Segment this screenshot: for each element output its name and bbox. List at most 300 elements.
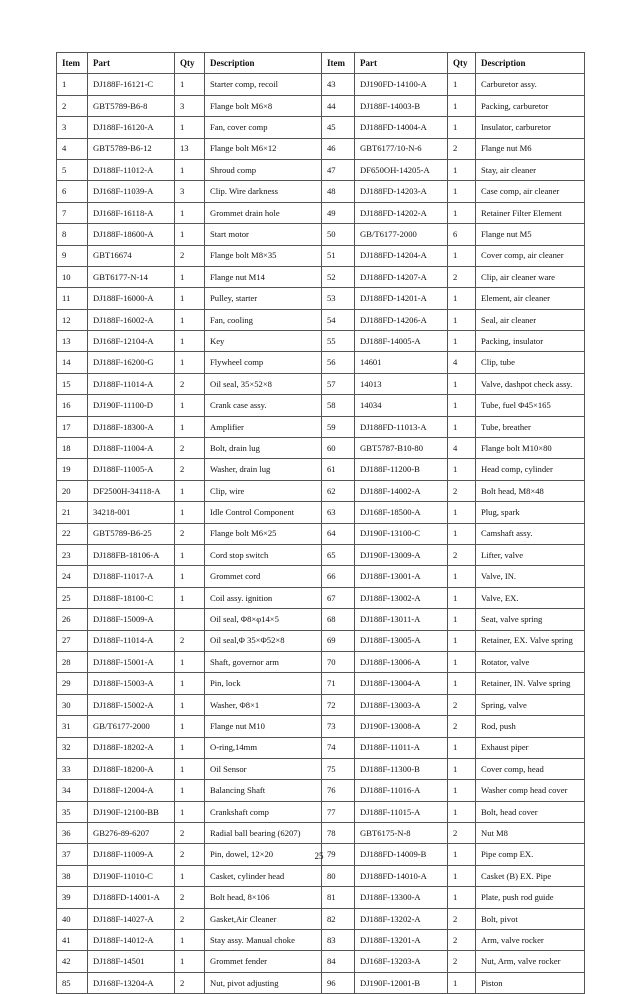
cell-description-right: Head comp, cylinder	[476, 459, 585, 480]
cell-qty-right: 2	[448, 716, 476, 737]
cell-qty-right: 1	[448, 587, 476, 608]
cell-description: Flange nut M14	[205, 266, 322, 287]
table-row	[57, 651, 585, 672]
cell-description-right: Valve, dashpot check assy.	[476, 373, 585, 394]
cell-qty-right: 1	[448, 972, 476, 993]
cell-qty-right: 1	[448, 737, 476, 758]
cell-description: Clip, wire	[205, 480, 322, 501]
table-row	[57, 224, 585, 245]
cell-item: 85	[57, 972, 88, 993]
cell-qty-right: 1	[448, 887, 476, 908]
cell-description: Oil Sensor	[205, 758, 322, 779]
table-row	[57, 138, 585, 159]
cell-part-right: DJ188F-13011-A	[355, 609, 448, 630]
cell-part-right: DJ188FD-14009-B	[355, 844, 448, 865]
page-number: 25	[314, 851, 324, 861]
cell-description: Grommet drain hole	[205, 202, 322, 223]
cell-part-right: DJ168F-13203-A	[355, 951, 448, 972]
cell-description-right: Insulator, carburetor	[476, 117, 585, 138]
cell-part-right: DJ168F-18500-A	[355, 502, 448, 523]
cell-qty: 2	[175, 438, 205, 459]
header-item: Item	[57, 53, 88, 74]
cell-qty-right: 1	[448, 566, 476, 587]
cell-part: DJ188F-14027-A	[88, 908, 175, 929]
cell-qty: 1	[175, 331, 205, 352]
cell-item: 40	[57, 908, 88, 929]
cell-qty: 2	[175, 373, 205, 394]
cell-description: Flange nut M10	[205, 716, 322, 737]
cell-description: Radial ball bearing (6207)	[205, 823, 322, 844]
cell-part-right: DJ188F-11015-A	[355, 801, 448, 822]
cell-qty: 13	[175, 138, 205, 159]
cell-part-right: DJ188F-13003-A	[355, 694, 448, 715]
cell-qty-right: 1	[448, 844, 476, 865]
cell-description-right: Carburetor assy.	[476, 74, 585, 95]
cell-part: DJ188F-16200-G	[88, 352, 175, 373]
cell-description: Oil seal,Φ 35×Φ52×8	[205, 630, 322, 651]
cell-item-right: 78	[322, 823, 355, 844]
cell-qty-right: 1	[448, 523, 476, 544]
cell-part-right: 14034	[355, 395, 448, 416]
cell-description-right: Tube, breather	[476, 416, 585, 437]
cell-item: 16	[57, 395, 88, 416]
cell-part-right: DJ188F-11016-A	[355, 780, 448, 801]
cell-qty: 2	[175, 972, 205, 993]
cell-part-right: 14013	[355, 373, 448, 394]
cell-qty-right: 4	[448, 352, 476, 373]
header-qty-right: Qty	[448, 53, 476, 74]
cell-qty-right: 2	[448, 266, 476, 287]
cell-description: Flange bolt M6×12	[205, 138, 322, 159]
cell-description: Grommet fender	[205, 951, 322, 972]
table-row	[57, 459, 585, 480]
table-row	[57, 587, 585, 608]
cell-item: 26	[57, 609, 88, 630]
cell-description-right: Retainer, EX. Valve spring	[476, 630, 585, 651]
cell-item-right: 54	[322, 309, 355, 330]
cell-part: DJ188F-18600-A	[88, 224, 175, 245]
table-row	[57, 737, 585, 758]
cell-description: Washer, Φ8×1	[205, 694, 322, 715]
cell-item: 15	[57, 373, 88, 394]
cell-qty: 2	[175, 844, 205, 865]
cell-item-right: 68	[322, 609, 355, 630]
cell-qty: 1	[175, 651, 205, 672]
cell-item-right: 83	[322, 930, 355, 951]
cell-qty: 2	[175, 459, 205, 480]
cell-qty: 1	[175, 566, 205, 587]
cell-item-right: 72	[322, 694, 355, 715]
cell-part-right: DJ188FD-14203-A	[355, 181, 448, 202]
cell-part-right: DJ188F-14005-A	[355, 331, 448, 352]
table-row	[57, 609, 585, 630]
cell-part: DJ190F-11100-D	[88, 395, 175, 416]
cell-part-right: DJ190FD-14100-A	[355, 74, 448, 95]
cell-qty: 1	[175, 202, 205, 223]
cell-description-right: Pipe comp EX.	[476, 844, 585, 865]
cell-description-right: Retainer Filter Element	[476, 202, 585, 223]
cell-qty-right: 1	[448, 159, 476, 180]
cell-item-right: 57	[322, 373, 355, 394]
cell-description: Pin, dowel, 12×20	[205, 844, 322, 865]
cell-description: Bolt head, 8×106	[205, 887, 322, 908]
cell-description: Oil seal, Φ8×φ14×5	[205, 609, 322, 630]
cell-item-right: 79	[322, 844, 355, 865]
cell-qty-right: 1	[448, 416, 476, 437]
cell-description-right: Tube, fuel Φ45×165	[476, 395, 585, 416]
cell-part: DJ188F-16121-C	[88, 74, 175, 95]
table-row	[57, 480, 585, 501]
table-row	[57, 887, 585, 908]
cell-qty: 1	[175, 780, 205, 801]
cell-qty-right: 2	[448, 694, 476, 715]
cell-description: Idle Control Component	[205, 502, 322, 523]
cell-qty-right: 1	[448, 395, 476, 416]
cell-part: DJ188F-15002-A	[88, 694, 175, 715]
cell-description: Balancing Shaft	[205, 780, 322, 801]
cell-part: GBT5789-B6-12	[88, 138, 175, 159]
cell-description: Start motor	[205, 224, 322, 245]
cell-item-right: 77	[322, 801, 355, 822]
table-row	[57, 117, 585, 138]
table-row	[57, 352, 585, 373]
cell-part-right: GBT6177/10-N-6	[355, 138, 448, 159]
table-row	[57, 95, 585, 116]
cell-part: DJ188F-11004-A	[88, 438, 175, 459]
cell-description-right: Clip, air cleaner ware	[476, 266, 585, 287]
cell-item-right: 55	[322, 331, 355, 352]
table-row	[57, 74, 585, 95]
cell-item: 33	[57, 758, 88, 779]
cell-qty-right: 1	[448, 651, 476, 672]
table-row	[57, 823, 585, 844]
cell-item-right: 44	[322, 95, 355, 116]
cell-description-right: Stay, air cleaner	[476, 159, 585, 180]
cell-item: 8	[57, 224, 88, 245]
cell-item: 24	[57, 566, 88, 587]
cell-description-right: Valve, EX.	[476, 587, 585, 608]
cell-qty-right: 1	[448, 630, 476, 651]
cell-qty-right: 1	[448, 117, 476, 138]
cell-part: DJ190F-11010-C	[88, 865, 175, 886]
cell-description: Casket, cylinder head	[205, 865, 322, 886]
cell-item-right: 71	[322, 673, 355, 694]
cell-item-right: 74	[322, 737, 355, 758]
cell-qty: 1	[175, 673, 205, 694]
cell-description: Pulley, starter	[205, 288, 322, 309]
table-row	[57, 694, 585, 715]
cell-description-right: Rotator, valve	[476, 651, 585, 672]
cell-item-right: 63	[322, 502, 355, 523]
cell-item: 22	[57, 523, 88, 544]
table-row	[57, 930, 585, 951]
cell-item: 5	[57, 159, 88, 180]
table-row	[57, 373, 585, 394]
table-row	[57, 245, 585, 266]
cell-qty-right: 1	[448, 865, 476, 886]
cell-item: 13	[57, 331, 88, 352]
cell-part-right: DJ188F-11011-A	[355, 737, 448, 758]
cell-qty-right: 1	[448, 780, 476, 801]
cell-part-right: DJ188FD-11013-A	[355, 416, 448, 437]
table-row	[57, 673, 585, 694]
table-row	[57, 566, 585, 587]
table-row	[57, 951, 585, 972]
cell-part: DJ188F-16120-A	[88, 117, 175, 138]
cell-part: DJ188F-11012-A	[88, 159, 175, 180]
cell-part: DJ168F-11039-A	[88, 181, 175, 202]
cell-item: 20	[57, 480, 88, 501]
table-row	[57, 288, 585, 309]
cell-qty: 1	[175, 502, 205, 523]
cell-qty: 1	[175, 159, 205, 180]
cell-description-right: Cover comp, air cleaner	[476, 245, 585, 266]
cell-description-right: Valve, IN.	[476, 566, 585, 587]
cell-item: 4	[57, 138, 88, 159]
cell-part-right: 14601	[355, 352, 448, 373]
cell-item-right: 61	[322, 459, 355, 480]
cell-item: 17	[57, 416, 88, 437]
table-row	[57, 908, 585, 929]
cell-part: DJ188F-14012-A	[88, 930, 175, 951]
cell-description-right: Cover comp, head	[476, 758, 585, 779]
cell-qty: 2	[175, 523, 205, 544]
cell-part-right: DJ188FD-14010-A	[355, 865, 448, 886]
cell-description-right: Flange bolt M10×80	[476, 438, 585, 459]
cell-description: Shroud comp	[205, 159, 322, 180]
cell-item: 30	[57, 694, 88, 715]
table-row	[57, 181, 585, 202]
cell-part: DJ168F-13204-A	[88, 972, 175, 993]
cell-qty-right: 6	[448, 224, 476, 245]
cell-part: DJ188F-18300-A	[88, 416, 175, 437]
cell-description: Flywheel comp	[205, 352, 322, 373]
cell-item-right: 59	[322, 416, 355, 437]
cell-item-right: 82	[322, 908, 355, 929]
cell-description: Stay assy. Manual choke	[205, 930, 322, 951]
cell-part: DJ188F-18100-C	[88, 587, 175, 608]
cell-description: Fan, cover comp	[205, 117, 322, 138]
cell-item-right: 65	[322, 544, 355, 565]
cell-part: DJ188F-11017-A	[88, 566, 175, 587]
cell-part: GBT16674	[88, 245, 175, 266]
cell-description-right: Packing, carburetor	[476, 95, 585, 116]
cell-part-right: DJ190F-13100-C	[355, 523, 448, 544]
cell-part: DJ188F-11005-A	[88, 459, 175, 480]
table-row	[57, 972, 585, 993]
cell-item: 39	[57, 887, 88, 908]
cell-qty: 1	[175, 758, 205, 779]
cell-description-right: Bolt, head cover	[476, 801, 585, 822]
table-row	[57, 309, 585, 330]
cell-item-right: 69	[322, 630, 355, 651]
cell-item: 9	[57, 245, 88, 266]
cell-part: DJ188F-18202-A	[88, 737, 175, 758]
cell-description: Crankshaft comp	[205, 801, 322, 822]
table-header	[57, 53, 585, 74]
cell-qty-right: 1	[448, 202, 476, 223]
cell-item-right: 73	[322, 716, 355, 737]
cell-description-right: Spring, valve	[476, 694, 585, 715]
cell-item: 14	[57, 352, 88, 373]
cell-description: Shaft, governor arm	[205, 651, 322, 672]
cell-description: Amplifier	[205, 416, 322, 437]
cell-qty: 1	[175, 395, 205, 416]
table-row	[57, 331, 585, 352]
cell-qty-right: 1	[448, 801, 476, 822]
cell-part: DJ188F-12004-A	[88, 780, 175, 801]
cell-item: 23	[57, 544, 88, 565]
cell-part-right: DJ188FD-14204-A	[355, 245, 448, 266]
table-row	[57, 502, 585, 523]
cell-qty-right: 1	[448, 331, 476, 352]
cell-part: DJ188F-15001-A	[88, 651, 175, 672]
cell-item-right: 60	[322, 438, 355, 459]
header-part: Part	[88, 53, 175, 74]
cell-qty: 1	[175, 352, 205, 373]
header-description: Description	[205, 53, 322, 74]
cell-qty: 1	[175, 930, 205, 951]
cell-qty-right: 2	[448, 951, 476, 972]
cell-item-right: 51	[322, 245, 355, 266]
cell-description: Fan, cooling	[205, 309, 322, 330]
cell-part-right: DJ190F-12001-B	[355, 972, 448, 993]
cell-item-right: 48	[322, 181, 355, 202]
cell-qty: 1	[175, 288, 205, 309]
cell-qty: 2	[175, 908, 205, 929]
cell-qty-right: 1	[448, 609, 476, 630]
cell-item-right: 66	[322, 566, 355, 587]
cell-description: Coil assy. ignition	[205, 587, 322, 608]
cell-description-right: Casket (B) EX. Pipe	[476, 865, 585, 886]
cell-part: GB276-89-6207	[88, 823, 175, 844]
cell-qty-right: 1	[448, 95, 476, 116]
cell-qty: 1	[175, 865, 205, 886]
cell-qty-right: 1	[448, 309, 476, 330]
cell-description-right: Nut, Arm, valve rocker	[476, 951, 585, 972]
cell-qty-right: 1	[448, 373, 476, 394]
cell-part-right: DJ188F-13006-A	[355, 651, 448, 672]
cell-description: Nut, pivot adjusting	[205, 972, 322, 993]
cell-item: 18	[57, 438, 88, 459]
cell-qty	[175, 609, 205, 630]
cell-qty: 1	[175, 480, 205, 501]
cell-part-right: GB/T6177-2000	[355, 224, 448, 245]
cell-description-right: Flange nut M6	[476, 138, 585, 159]
cell-qty-right: 2	[448, 480, 476, 501]
cell-part-right: DJ188F-13004-A	[355, 673, 448, 694]
cell-description-right: Packing, insulator	[476, 331, 585, 352]
cell-description: Bolt, drain lug	[205, 438, 322, 459]
table-row	[57, 159, 585, 180]
cell-description-right: Clip, tube	[476, 352, 585, 373]
cell-qty-right: 1	[448, 74, 476, 95]
cell-qty-right: 1	[448, 502, 476, 523]
table-row	[57, 630, 585, 651]
cell-description: Starter comp, recoil	[205, 74, 322, 95]
cell-description: Key	[205, 331, 322, 352]
cell-item-right: 53	[322, 288, 355, 309]
cell-part-right: DJ188FD-14201-A	[355, 288, 448, 309]
cell-qty-right: 2	[448, 930, 476, 951]
table-row	[57, 865, 585, 886]
table-row	[57, 523, 585, 544]
cell-item: 31	[57, 716, 88, 737]
header-part-right: Part	[355, 53, 448, 74]
cell-qty: 1	[175, 801, 205, 822]
cell-description-right: Seal, air cleaner	[476, 309, 585, 330]
cell-description: Pin, lock	[205, 673, 322, 694]
cell-item: 41	[57, 930, 88, 951]
cell-part: DF2500H-34118-A	[88, 480, 175, 501]
cell-description-right: Arm, valve rocker	[476, 930, 585, 951]
cell-item: 7	[57, 202, 88, 223]
cell-part-right: DJ188FD-14004-A	[355, 117, 448, 138]
cell-part-right: DJ188F-11200-B	[355, 459, 448, 480]
cell-item: 12	[57, 309, 88, 330]
cell-part: GBT5789-B6-8	[88, 95, 175, 116]
cell-qty: 1	[175, 716, 205, 737]
cell-description: Cord stop switch	[205, 544, 322, 565]
cell-item-right: 50	[322, 224, 355, 245]
cell-item: 38	[57, 865, 88, 886]
cell-part-right: DJ188F-13202-A	[355, 908, 448, 929]
cell-qty-right: 2	[448, 908, 476, 929]
cell-qty: 1	[175, 694, 205, 715]
cell-part-right: DJ188F-14002-A	[355, 480, 448, 501]
cell-part: DJ188F-16002-A	[88, 309, 175, 330]
cell-item-right: 64	[322, 523, 355, 544]
cell-description-right: Seat, valve spring	[476, 609, 585, 630]
cell-description-right: Case comp, air cleaner	[476, 181, 585, 202]
cell-part-right: DJ190F-13008-A	[355, 716, 448, 737]
header-item-right: Item	[322, 53, 355, 74]
cell-qty: 1	[175, 544, 205, 565]
cell-part-right: DJ188FD-14206-A	[355, 309, 448, 330]
cell-part: GBT5789-B6-25	[88, 523, 175, 544]
cell-item-right: 80	[322, 865, 355, 886]
table-row	[57, 801, 585, 822]
table-row	[57, 544, 585, 565]
cell-qty: 3	[175, 95, 205, 116]
cell-part: DJ188F-16000-A	[88, 288, 175, 309]
cell-item: 28	[57, 651, 88, 672]
cell-description: Clip. Wire darkness	[205, 181, 322, 202]
cell-qty: 2	[175, 630, 205, 651]
cell-qty-right: 1	[448, 181, 476, 202]
cell-description-right: Lifter, valve	[476, 544, 585, 565]
cell-part: DJ188F-18200-A	[88, 758, 175, 779]
cell-description: Flange bolt M8×35	[205, 245, 322, 266]
cell-item-right: 43	[322, 74, 355, 95]
cell-description: O-ring,14mm	[205, 737, 322, 758]
cell-part-right: DJ188F-13001-A	[355, 566, 448, 587]
cell-part-right: DJ188F-13005-A	[355, 630, 448, 651]
header-row	[57, 53, 585, 74]
cell-qty: 1	[175, 309, 205, 330]
table-row	[57, 266, 585, 287]
cell-description-right: Rod, push	[476, 716, 585, 737]
cell-qty: 1	[175, 587, 205, 608]
cell-part-right: DF650OH-14205-A	[355, 159, 448, 180]
cell-qty: 1	[175, 266, 205, 287]
cell-description: Washer, drain lug	[205, 459, 322, 480]
cell-item-right: 75	[322, 758, 355, 779]
cell-part-right: DJ190F-13009-A	[355, 544, 448, 565]
cell-item-right: 84	[322, 951, 355, 972]
cell-item-right: 76	[322, 780, 355, 801]
cell-part-right: GBT5787-B10-80	[355, 438, 448, 459]
